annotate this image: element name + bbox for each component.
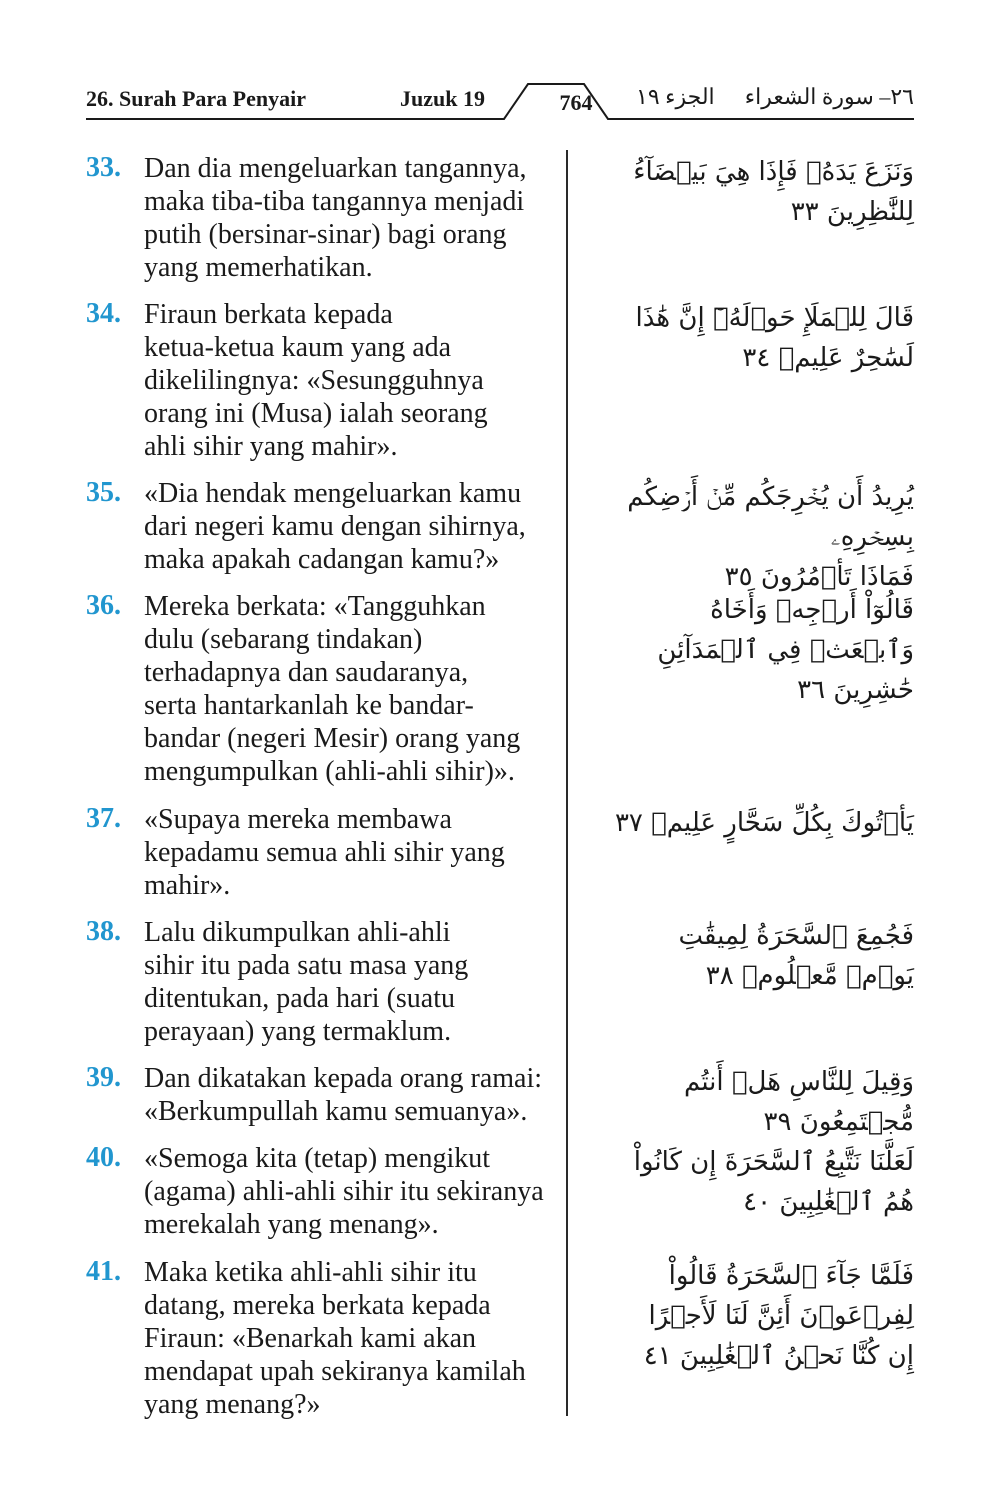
- verse-number: 36.: [86, 590, 121, 621]
- verse-arabic: فَجُمِعَ ٱلسَّحَرَةُ لِمِيقَٰتِ يَوۡمٖ مَّعۡلُومٖ ٣٨: [678, 921, 914, 991]
- verse-number: 33.: [86, 152, 121, 183]
- surah-title-arabic: ٢٦– سورة الشعراء: [744, 84, 914, 109]
- verse-arabic: فَلَمَّا جَآءَ ٱلسَّحَرَةُ قَالُواْ لِفِرۡعَوۡنَ أَئِنَّ لَنَا لَأَجۡرًا إِن كُنَّا نَحۡنُ ٱلۡغَٰلِبِينَ ٤١: [643, 1261, 914, 1371]
- verse-number: 40.: [86, 1142, 121, 1173]
- verse-translation: «Semoga kita (tetap) mengikut (agama) ahli-ahli sihir itu sekiranya merekalah yang menang».: [144, 1143, 544, 1240]
- verse-arabic: قَالُوٓاْ أَرۡجِهۡ وَأَخَاهُ وَٱبۡعَثۡ فِي ٱلۡمَدَآئِنِ حَٰشِرِينَ ٣٦: [657, 595, 914, 705]
- column-divider: [566, 150, 568, 1416]
- verse-translation: «Dia hendak mengeluarkan kamu dari negeri kamu dengan sihirnya, maka apakah cadangan kamu?»: [144, 478, 526, 575]
- surah-title-latin: 26. Surah Para Penyair: [86, 86, 306, 111]
- verse-arabic: لَعَلَّنَا نَتَّبِعُ ٱلسَّحَرَةَ إِن كَانُواْ هُمُ ٱلۡغَٰلِبِينَ ٤٠: [633, 1147, 914, 1217]
- verse-translation: Firaun berkata kepada ketua-ketua kaum yang ada dikelilingnya: «Sesungguhnya orang ini (Musa) ialah seorang ahli sihir yang mahir».: [144, 299, 488, 462]
- verse-translation: Mereka berkata: «Tangguhkan dulu (sebarang tindakan) terhadapnya dan saudaranya, serta hantarkanlah ke bandar- bandar (negeri Mesir) orang yang mengumpulkan (ahli-ahli sihir)».: [144, 591, 521, 787]
- juz-label-arabic: الجزء ١٩: [636, 84, 715, 109]
- verse-translation: «Supaya mereka membawa kepadamu semua ahli sihir yang mahir».: [144, 804, 505, 901]
- verse-arabic: قَالَ لِلۡمَلَإِ حَوۡلَهُۥٓ إِنَّ هَٰذَا لَسَٰحِرٌ عَلِيمٞ ٣٤: [635, 303, 914, 373]
- verse-translation: Lalu dikumpulkan ahli-ahli sihir itu pada satu masa yang ditentukan, pada hari (suatu perayaan) yang termaklum.: [144, 917, 469, 1047]
- verse-number: 39.: [86, 1062, 121, 1093]
- verse-number: 34.: [86, 298, 121, 329]
- verse-arabic: يُرِيدُ أَن يُخۡرِجَكُم مِّنۡ أَرۡضِكُم بِسِحۡرِهِۦ فَمَاذَا تَأۡمُرُونَ ٣٥: [627, 482, 914, 592]
- verse-number: 37.: [86, 803, 121, 834]
- page-number: 764: [559, 90, 593, 115]
- verse-number: 38.: [86, 916, 121, 947]
- verse-translation: Dan dikatakan kepada orang ramai: «Berkumpullah kamu semuanya».: [144, 1063, 543, 1127]
- verse-translation: Dan dia mengeluarkan tangannya, maka tiba-tiba tangannya menjadi putih (bersinar-sinar) bagi orang yang memerhatikan.: [144, 153, 527, 283]
- verse-number: 41.: [86, 1256, 121, 1287]
- verse-arabic: يَأۡتُوكَ بِكُلِّ سَحَّارٍ عَلِيمٖ ٣٧: [614, 808, 914, 838]
- juz-label-latin: Juzuk 19: [400, 86, 485, 111]
- verse-arabic: وَنَزَعَ يَدَهُۥ فَإِذَا هِيَ بَيۡضَآءُ لِلنَّٰظِرِينَ ٣٣: [633, 157, 914, 227]
- verse-number: 35.: [86, 477, 121, 508]
- verse-arabic: وَقِيلَ لِلنَّاسِ هَلۡ أَنتُم مُّجۡتَمِعُونَ ٣٩: [684, 1067, 914, 1137]
- verse-translation: Maka ketika ahli-ahli sihir itu datang, mereka berkata kepada Firaun: «Benarkah kami akan mendapat upah sekiranya kamilah yang menang?»: [144, 1257, 526, 1420]
- page-header: [86, 80, 914, 122]
